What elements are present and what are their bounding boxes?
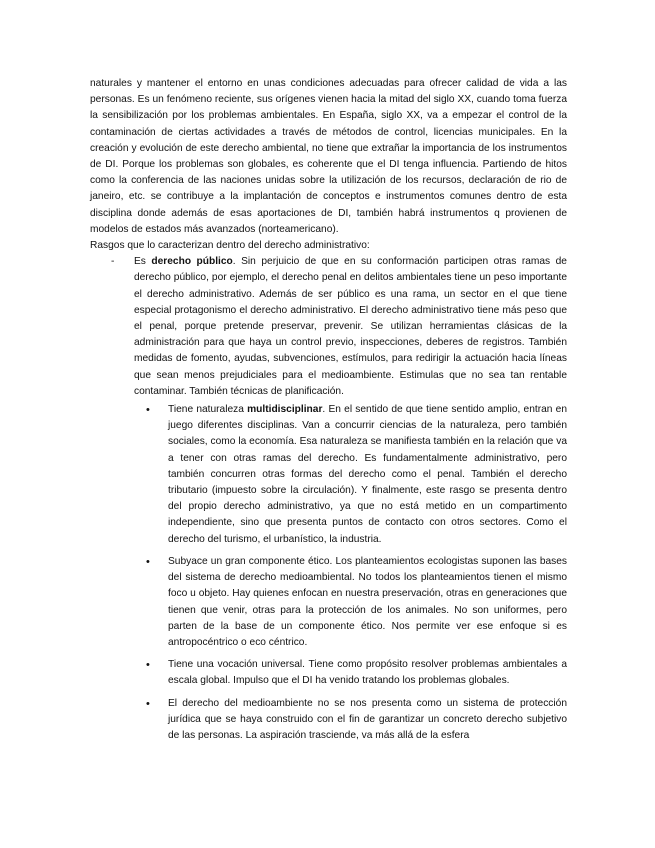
bullet-paragraph: Tiene una vocación universal. Tiene como propósito resolver problemas ambientales a escala global. Impulso que el DI ha venido tratando los problemas globales. [168,659,567,687]
bullet-icon: • [146,659,150,672]
bullet-item-universal [146,657,567,689]
bullet-icon: • [146,697,150,710]
bullet-paragraph [168,402,567,548]
bullet-item-multidisciplinar [146,402,567,548]
bullet-icon: • [146,555,150,568]
bullet-paragraph: Subyace un gran componente ético. Los planteamientos ecologistas suponen las bases del sistema de derecho medioambiental. No todos los planteamientos tienen el mismo foco u objeto. Hay quienes enfocan en nuestra preservación, otras en generaciones que tienen que venir, otras para la protección de los animales. No son uniformes, pero parten de la base de un componente ético. Nos permite ver ese enfoque si es antropocéntrico o eco céntrico. [168,555,567,648]
bullet-bold: multidisciplinar [247,404,323,416]
list-intro-line: Rasgos que lo caracterizan dentro del derecho administrativo: [90,240,370,252]
bullet-item-etico [146,554,567,651]
dash-marker: - [111,256,115,268]
dash-item-prefix: Es [134,256,152,268]
dash-item-paragraph [134,254,567,400]
bullet-list [90,402,567,744]
bullet-icon: • [146,404,150,417]
paragraph-intro-context: naturales y mantener el entorno en unas condiciones adecuadas para ofrecer calidad de vida a las personas. Es un fenómeno reciente, sus orígenes vienen hacia la mitad del siglo XX, cuando toma fuerza la sensibilización por los problemas ambientales. En España, siglo XX, va a empezar el control de la contaminación de ciertas actividades a través de métodos de control, licencias municipales. En la creación y evolución de este derecho ambiental, no tiene que extrañar la importancia de los instrumentos de DI. Porque los problemas son globales, es coherente que el DI tenga influencia. Partiendo de hitos como la conferencia de las naciones unidas sobre la utilización de los recursos, declaración de rio de janeiro, etc. se contribuye a la implantación de conceptos e instrumentos comunes dentro de esta disciplina donde además de esas aportaciones de DI, también habrá instrumentos q provienen de modelos de estados más avanzados (norteamericano). [90,78,567,235]
dash-item-text: . Sin perjuicio de que en su conformación participen otras ramas de derecho público, por ejemplo, el derecho penal en delitos ambientales tiene un peso importante el derecho administrativo. Además de ser público es una rama, un sector en el que tiene especial protagonismo el derecho administrativo. El derecho administrativo tiene más peso que el penal, porque pretende preservar, prevenir. Se utilizan herramientas clásicas de la administración para que haya un control previo, inspecciones, deberes de registros. También medidas de fomento, ayudas, subvenciones, estímulos, para redirigir la actuación hacia líneas que sean menos prejudiciales para el medioambiente. Estimulas que no sea tan rentable contaminar. También técnicas de planificación. [134,256,567,397]
bullet-prefix: Tiene naturaleza [168,404,248,416]
bullet-paragraph: El derecho del medioambiente no se nos presenta como un sistema de protección jurídica que se haya construido con el fin de garantizar un concreto derecho subjetivo de las personas. La aspiración trasciende, va más allá de la esfera [168,697,567,741]
document-body [90,76,567,744]
bullet-text: . En el sentido de que tiene sentido amplio, entran en juego diferentes disciplinas. Van a concurrir ciencias de la naturaleza, pero también sociales, como la economía. Esa naturaleza se manifiesta también en la relación que va a tener con otras ramas del derecho. Es fundamentalmente administrativo, pero también concurren otras formas del derecho como el penal. También el derecho tributario (impuesto sobre la circulación). Y finalmente, este rasgo se presenta dentro del propio derecho administrativo, ya que no está metido en un compartimento independiente, sino que presenta puntos de contacto con otros sectores. Como el derecho del turismo, el urbanístico, la industria. [168,404,567,545]
dash-item-bold: derecho público [151,256,233,268]
dash-list-item [111,254,567,400]
bullet-item-proteccion [146,696,567,745]
